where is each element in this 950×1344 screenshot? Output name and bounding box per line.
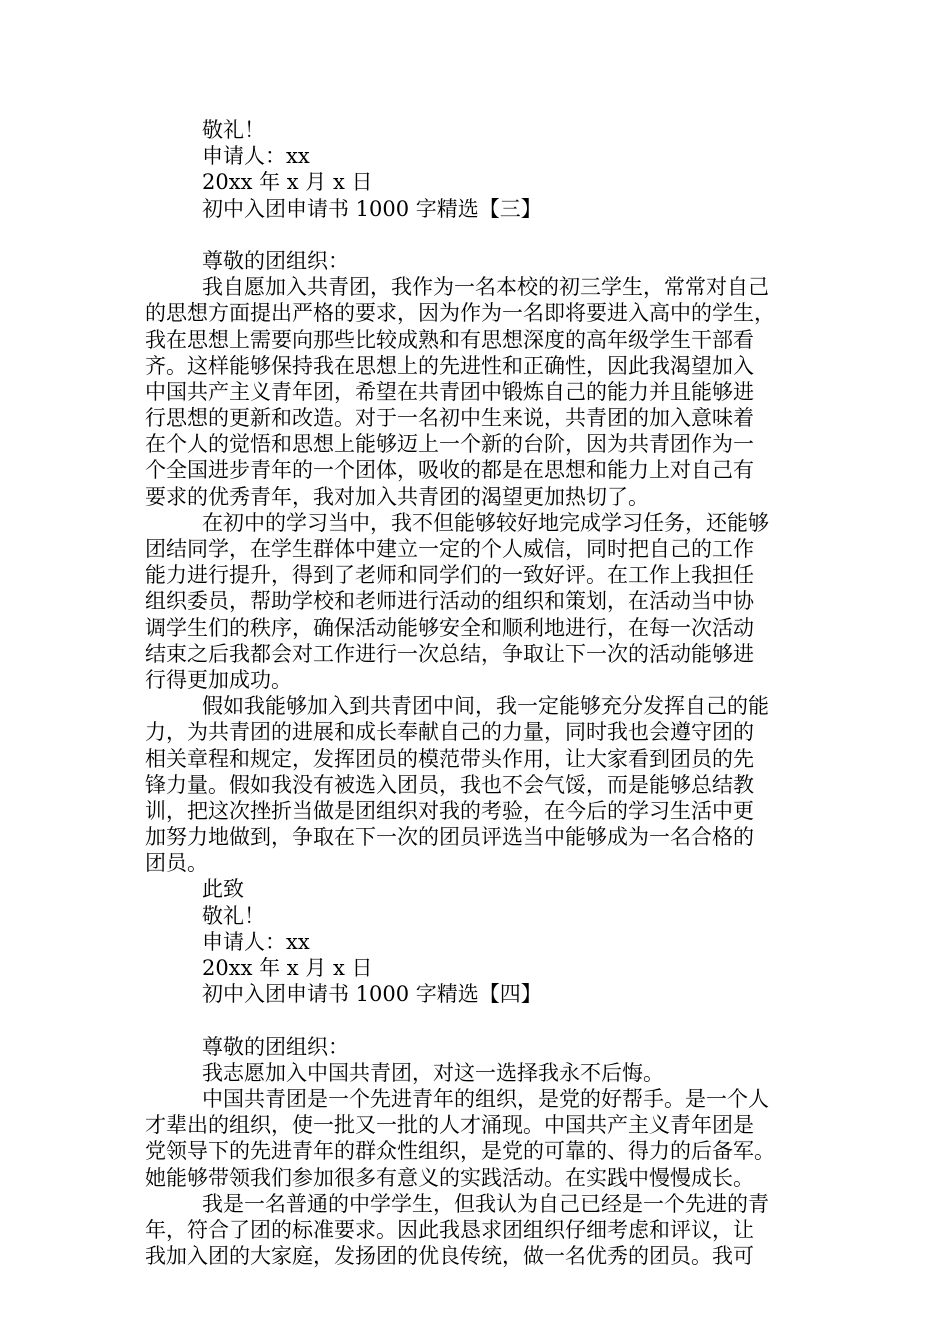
text-line: 她能够带领我们参加很多有意义的实践活动。在实践中慢慢成长。 bbox=[145, 1165, 754, 1190]
text-line: 在初中的学习当中，我不但能够较好地完成学习任务，还能够 bbox=[202, 510, 769, 535]
text-line: 申请人：xx bbox=[202, 144, 310, 169]
text-line: 调学生们的秩序，确保活动能够安全和顺利地进行，在每一次活动 bbox=[145, 615, 754, 640]
document-page bbox=[145, 117, 810, 1269]
blank-line bbox=[145, 1007, 810, 1033]
text-line: 尊敬的团组织： bbox=[202, 248, 349, 273]
text-line: 尊敬的团组织： bbox=[202, 1034, 349, 1059]
blank-line bbox=[145, 222, 810, 248]
text-line: 相关章程和规定，发挥团员的模范带头作用，让大家看到团员的先 bbox=[145, 746, 754, 771]
text-line: 中国共产主义青年团，希望在共青团中锻炼自己的能力并且能够进 bbox=[145, 379, 754, 404]
text-line: 组织委员，帮助学校和老师进行活动的组织和策划，在活动当中协 bbox=[145, 589, 754, 614]
text-line: 要求的优秀青年，我对加入共青团的渴望更加热切了。 bbox=[145, 484, 649, 509]
text-line: 假如我能够加入到共青团中间，我一定能够充分发挥自己的能 bbox=[202, 694, 769, 719]
text-line: 结束之后我都会对工作进行一次总结，争取让下一次的活动能够进 bbox=[145, 641, 754, 666]
text-line: 行得更加成功。 bbox=[145, 667, 292, 692]
text-line: 的思想方面提出严格的要求，因为作为一名即将要进入高中的学生， bbox=[145, 301, 775, 326]
text-line: 20xx 年 x 月 x 日 bbox=[202, 170, 373, 195]
text-line: 此致 bbox=[202, 877, 244, 902]
text-line: 我志愿加入中国共青团，对这一选择我永不后悔。 bbox=[202, 1060, 664, 1085]
text-line: 个全国进步青年的一个团体，吸收的都是在思想和能力上对自己有 bbox=[145, 458, 754, 483]
text-line: 初中入团申请书 1000 字精选【四】 bbox=[202, 982, 542, 1007]
text-line: 在个人的觉悟和思想上能够迈上一个新的台阶，因为共青团作为一 bbox=[145, 432, 754, 457]
text-line: 力，为共青团的进展和成长奉献自己的力量，同时我也会遵守团的 bbox=[145, 720, 754, 745]
text-line: 20xx 年 x 月 x 日 bbox=[202, 956, 373, 980]
text-line: 才辈出的组织，使一批又一批的人才涌现。中国共产主义青年团是 bbox=[145, 1113, 754, 1138]
text-line: 齐。这样能够保持我在思想上的先进性和正确性，因此我渴望加入 bbox=[145, 353, 754, 378]
text-line: 我自愿加入共青团，我作为一名本校的初三学生，常常对自己 bbox=[202, 275, 769, 300]
text-line: 行思想的更新和改造。对于一名初中生来说，共青团的加入意味着 bbox=[145, 406, 754, 431]
text-line: 能力进行提升，得到了老师和同学们的一致好评。在工作上我担任 bbox=[145, 563, 754, 588]
text-line: 党领导下的先进青年的群众性组织，是党的可靠的、得力的后备军。 bbox=[145, 1139, 775, 1164]
text-line: 中国共青团是一个先进青年的组织，是党的好帮手。是一个人 bbox=[202, 1086, 769, 1111]
text-line: 敬礼！ bbox=[202, 118, 265, 142]
text-line: 我在思想上需要向那些比较成熟和有思想深度的高年级学生干部看 bbox=[145, 327, 754, 352]
text-line: 我加入团的大家庭，发扬团的优良传统，做一名优秀的团员。我可 bbox=[145, 1244, 754, 1269]
text-line: 初中入团申请书 1000 字精选【三】 bbox=[202, 196, 542, 221]
text-line: 锋力量。假如我没有被选入团员，我也不会气馁，而是能够总结教 bbox=[145, 772, 754, 797]
text-line: 申请人：xx bbox=[202, 929, 310, 954]
text-line: 团员。 bbox=[145, 851, 208, 876]
text-line: 加努力地做到，争取在下一次的团员评选当中能够成为一名合格的 bbox=[145, 825, 754, 850]
text-line: 敬礼！ bbox=[202, 903, 265, 928]
text-line: 年，符合了团的标准要求。因此我恳求团组织仔细考虑和评议，让 bbox=[145, 1217, 754, 1242]
text-line: 我是一名普通的中学学生，但我认为自己已经是一个先进的青 bbox=[202, 1191, 769, 1216]
text-line: 训，把这次挫折当做是团组织对我的考验，在今后的学习生活中更 bbox=[145, 798, 754, 823]
text-line: 团结同学，在学生群体中建立一定的个人威信，同时把自己的工作 bbox=[145, 537, 754, 561]
